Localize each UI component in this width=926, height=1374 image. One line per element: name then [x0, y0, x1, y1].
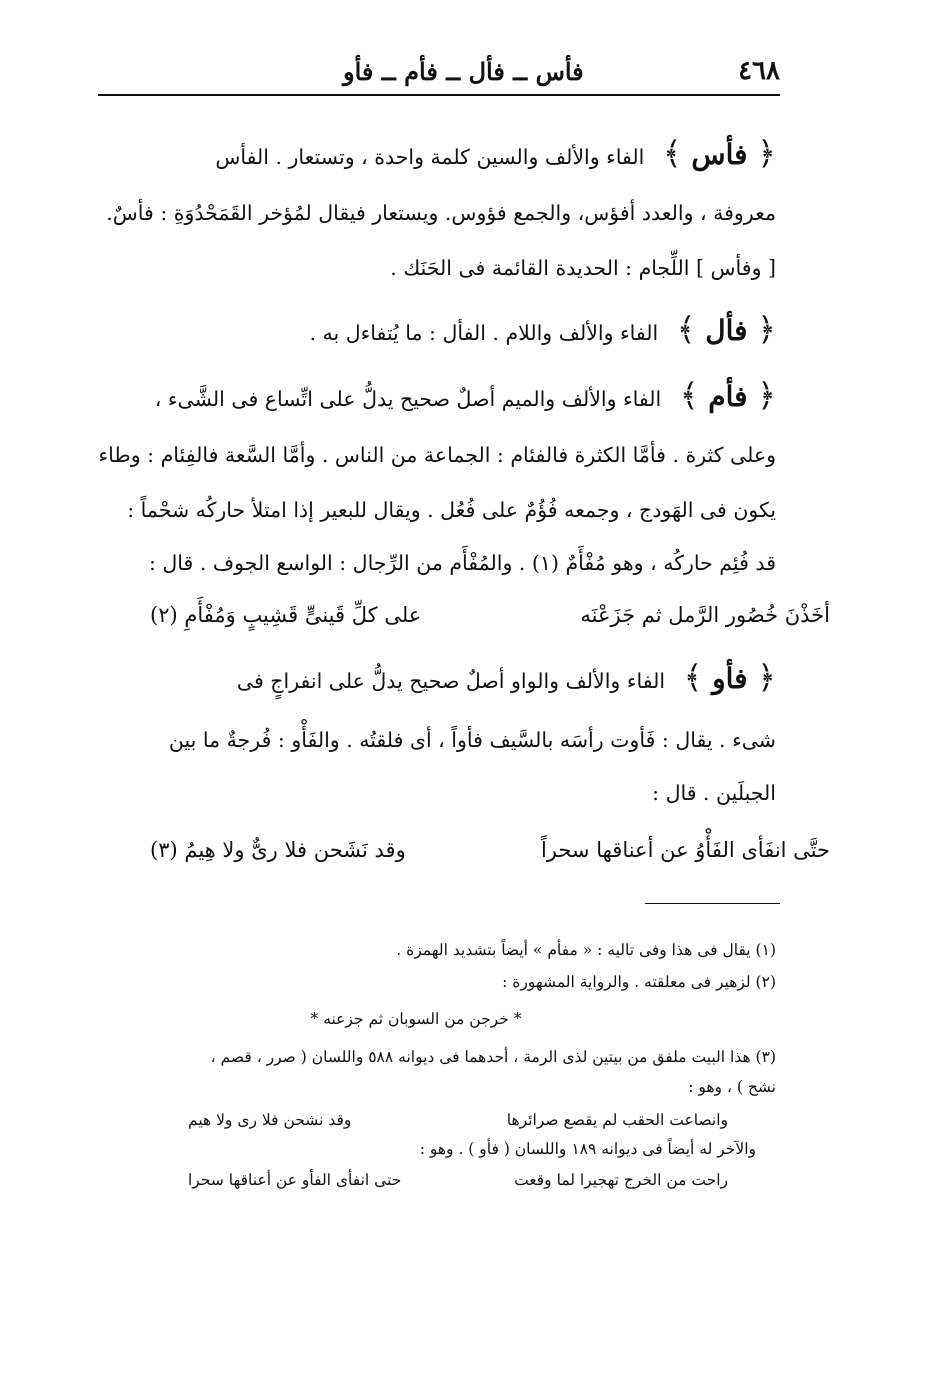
- entry-faaw-line1: [96, 658, 776, 696]
- headword-faas: ﴿ فأس ﴾: [662, 134, 776, 172]
- footnote-3-verse2: [188, 1168, 728, 1192]
- entry-faam-line3: يكون فى الهَودج ، وجمعه فُؤُمٌ على فُعُل . ويقال للبعير إذا امتلأ حاركُه شحْماً :: [127, 498, 776, 522]
- footnote-2-quote: * خرجن من السوبان ثم جزعنه *: [310, 1010, 522, 1028]
- footnote-3-verse1: [188, 1108, 728, 1132]
- entry-faam-verse: [150, 600, 830, 630]
- page-title: فأس ــ فأل ــ فأم ــ فأو: [343, 56, 584, 86]
- footnote-separator: [645, 903, 780, 904]
- entry-faaw-line3: الجبلَين . قال :: [652, 781, 776, 805]
- entry-faal-line1: [96, 310, 776, 348]
- entry-faam-line1: [96, 376, 776, 414]
- verse-hemistich-left: وقد نَشَحن فلا رىٌّ ولا هِيمُ (٣): [150, 838, 406, 862]
- verse-hemistich-left: حتى انفأى الفأو عن أعناقها سحرا: [188, 1171, 402, 1189]
- verse-hemistich-right: وانصاعت الحقب لم يقصع صرائرها: [506, 1111, 728, 1129]
- headword-faal: ﴿ فأل ﴾: [676, 310, 776, 348]
- entry-text: الفاء والألف والواو أصلٌ صحيح يدلُّ على انفراجٍ فى: [236, 669, 666, 693]
- verse-hemistich-right: حتَّى انفَأى الفَأْوُ عن أعناقها سحراً: [540, 838, 830, 862]
- entry-faas-line2: معروفة ، والعدد أفؤس، والجمع فؤوس. ويستعار فيقال لمُؤخر القَمَحْدُوَةِ : فأسٌ.: [106, 201, 776, 225]
- footnote-3-line2: نشح ) ، وهو :: [688, 1078, 776, 1096]
- verse-hemistich-right: أخَذْنَ خُصُور الرَّمل ثم جَزَعْنَه: [580, 603, 830, 627]
- entry-faaw-verse: [150, 835, 830, 865]
- page-number: ٤٦٨: [738, 56, 780, 86]
- entry-text: الفاء والألف واللام . الفأل : ما يُتفاءل به .: [309, 321, 659, 345]
- verse-hemistich-right: راحت من الخرج تهجيرا لما وقعت: [514, 1171, 728, 1189]
- entry-faas-line3: [ وفأس ] اللِّجام : الحديدة القائمة فى الحَنَك .: [390, 256, 776, 280]
- footnote-2: (٢) لزهير فى معلقته . والرواية المشهورة :: [502, 973, 776, 991]
- verse-hemistich-left: على كلِّ قَينىٍّ قَشِيبٍ وَمُفْأَمِ (٢): [150, 603, 422, 627]
- headword-faaw: ﴿ فأو ﴾: [683, 658, 776, 696]
- entry-text: الفاء والألف والسين كلمة واحدة ، وتستعار . الفأس: [215, 145, 645, 169]
- entry-faam-line2: وعلى كثرة . فأمَّا الكثرة فالفئام : الجماعة من الناس . وأمَّا السَّعة فالفِئام : وطاء: [98, 443, 776, 467]
- verse-hemistich-left: وقد نشحن فلا رى ولا هيم: [188, 1111, 352, 1129]
- page-header: [98, 48, 780, 96]
- footnote-3-line1: (٣) هذا البيت ملفق من بيتين لذى الرمة ، أحدهما فى ديوانه ٥٨٨ واللسان ( صرر ، قصم ،: [210, 1048, 776, 1066]
- footnote-3-line3: والآخر له أيضاً فى ديوانه ١٨٩ واللسان ( فأو ) . وهو :: [419, 1140, 756, 1158]
- entry-faas-line1: [96, 134, 776, 172]
- entry-faaw-line2: شىء . يقال : فَأوت رأسَه بالسَّيف فأواً ، أى فلقتُه . والفَأْو : فُرجةٌ ما بين: [168, 728, 776, 752]
- entry-faam-line4: قد فُئِم حاركُه ، وهو مُفْأَمٌ (١) . والمُفْأَم من الرِّجال : الواسع الجوف . قال :: [148, 551, 776, 575]
- footnote-1: (١) يقال فى هذا وفى تاليه : « مفأم » أيضاً بتشديد الهمزة .: [396, 941, 776, 959]
- headword-faam: ﴿ فأم ﴾: [679, 376, 776, 414]
- entry-text: الفاء والألف والميم أصلٌ صحيح يدلُّ على اتِّساع فى الشَّىء ،: [154, 387, 662, 411]
